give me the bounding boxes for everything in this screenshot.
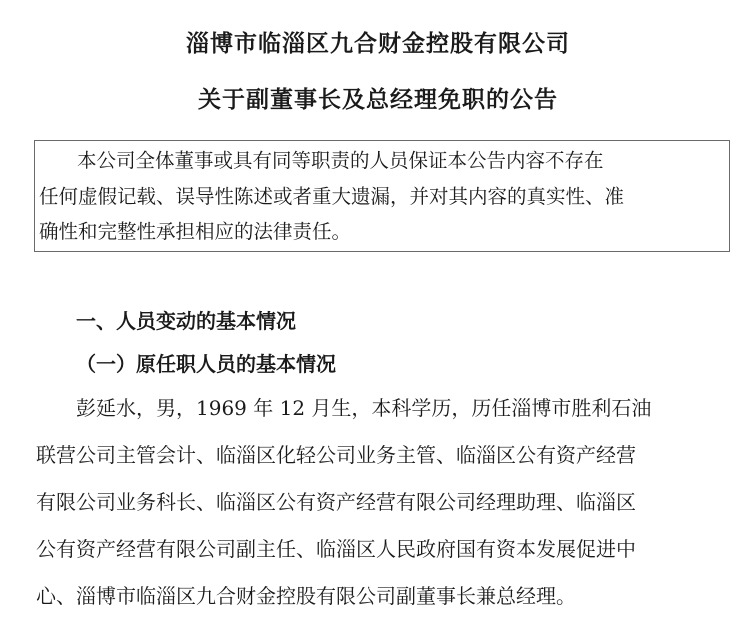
notice-box [34, 140, 730, 252]
paragraph-line-2: 联营公司主管会计、临淄区化轻公司业务主管、临淄区公有资产经营 [36, 443, 636, 467]
paragraph-line-4: 公有资产经营有限公司副主任、临淄区人民政府国有资本发展促进中 [36, 537, 636, 561]
paragraph-line-1: 彭延水，男，1969 年 12 月生，本科学历，历任淄博市胜利石油 [76, 396, 652, 420]
notice-line-2: 任何虚假记载、误导性陈述或者重大遗漏，并对其内容的真实性、准 [39, 185, 625, 208]
notice-line-1: 本公司全体董事或具有同等职责的人员保证本公告内容不存在 [77, 149, 604, 172]
company-title: 淄博市临淄区九合财金控股有限公司 [186, 31, 570, 57]
notice-line-3: 确性和完整性承担相应的法律责任。 [39, 220, 352, 243]
paragraph-line-3: 有限公司业务科长、临淄区公有资产经营有限公司经理助理、临淄区 [36, 490, 636, 514]
paragraph-line-5: 心、淄博市临淄区九合财金控股有限公司副董事长兼总经理。 [36, 584, 576, 608]
subsection-heading: （一）原任职人员的基本情况 [76, 352, 336, 376]
announcement-title: 关于副董事长及总经理免职的公告 [198, 87, 558, 113]
section-heading: 一、人员变动的基本情况 [76, 309, 296, 333]
